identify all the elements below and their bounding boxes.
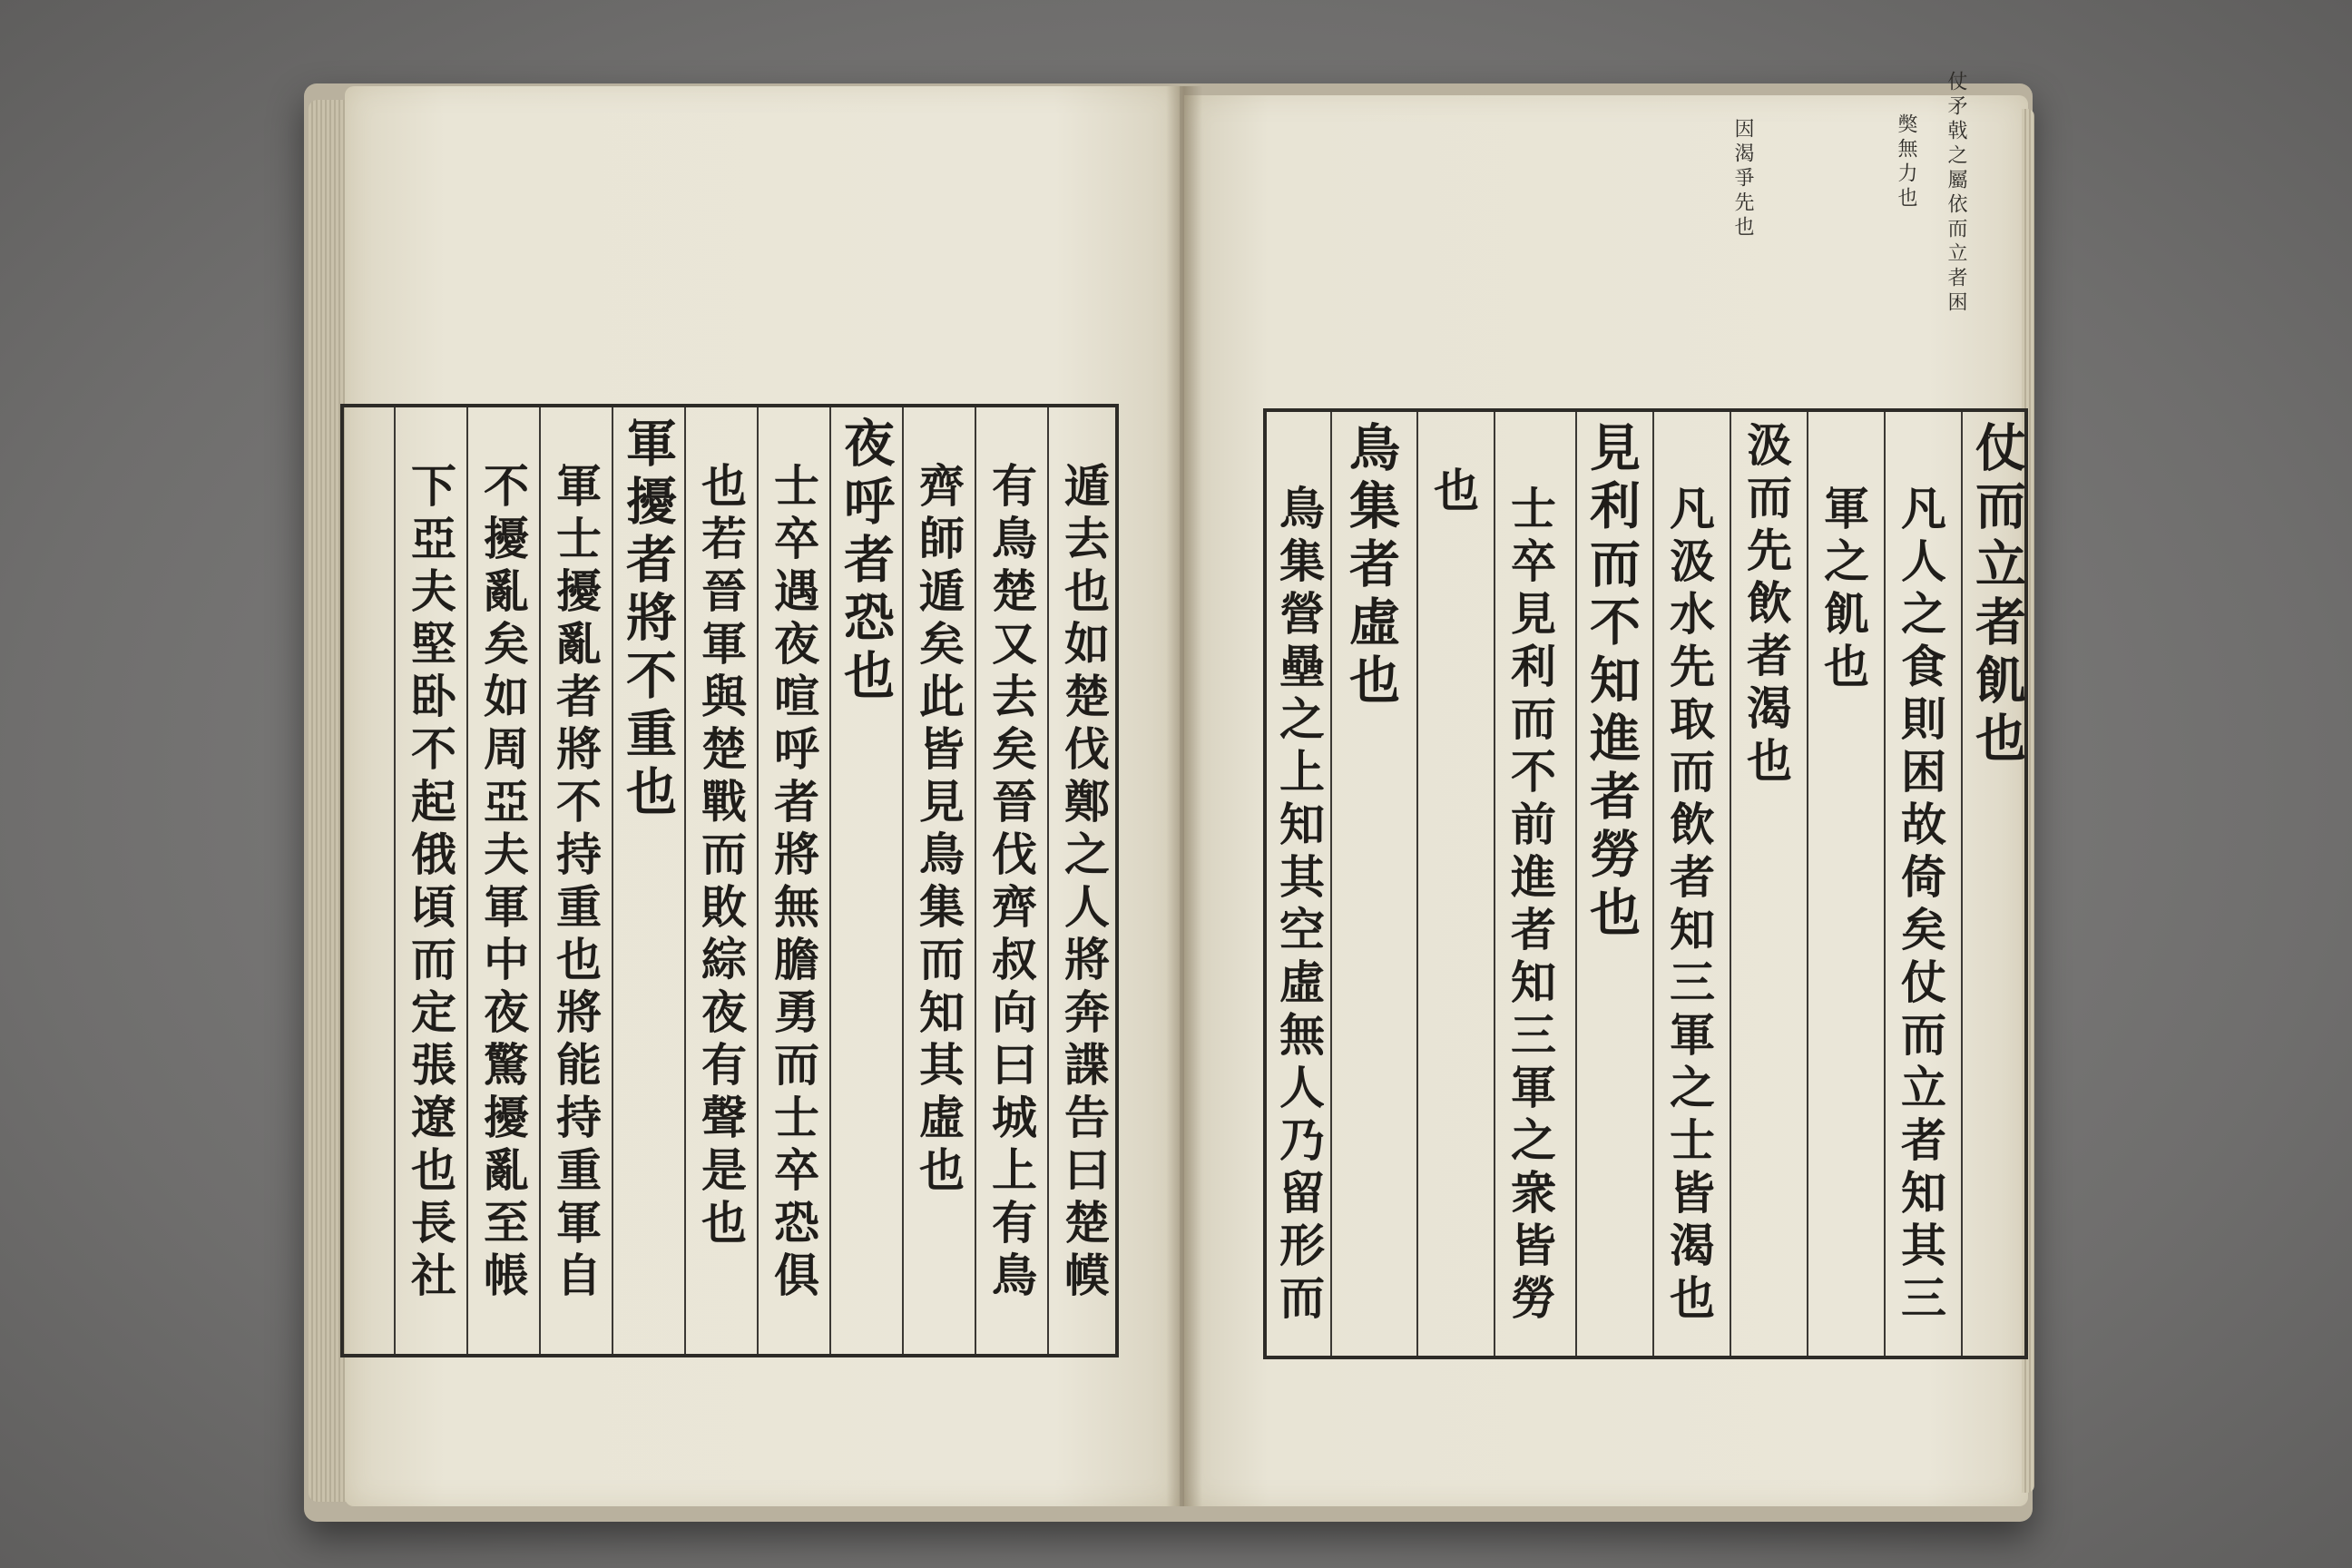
column-rule: [902, 407, 904, 1354]
text-column: 士卒遇夜喧呼者將無膽勇而士卒恐俱: [767, 462, 820, 1304]
text-column: 汲而先飲者渴也: [1740, 421, 1793, 789]
column-rule: [1575, 412, 1577, 1356]
text-column: 仗而立者飢也: [1967, 421, 2027, 769]
margin-note: 獘無力也: [1895, 113, 1917, 211]
text-column: 凡人之食則困故倚矣仗而立者知其三: [1894, 485, 1947, 1327]
text-column: 見利而不知進者勞也: [1582, 421, 1642, 944]
column-rule: [975, 407, 976, 1354]
text-column: 遁去也如楚伐鄭之人將奔諜告曰楚幙: [1057, 462, 1111, 1304]
column-rule: [1047, 407, 1049, 1354]
column-rule: [1494, 412, 1495, 1356]
text-column: 有鳥楚又去矣晉伐齊叔向曰城上有鳥: [985, 462, 1038, 1304]
text-column: 齊師遁矣此皆見鳥集而知其虛也: [912, 462, 965, 1199]
column-rule: [394, 407, 396, 1354]
column-rule: [539, 407, 541, 1354]
column-rule: [684, 407, 686, 1354]
text-frame-right: [1263, 408, 2028, 1359]
text-column: 軍士擾亂者將不持重也將能持重軍自: [549, 462, 603, 1304]
column-rule: [1961, 412, 1963, 1356]
text-column: 軍之飢也: [1817, 485, 1870, 695]
column-rule: [1330, 412, 1332, 1356]
text-column: 鳥集營壘之上知其空虛無人乃留形而: [1272, 485, 1326, 1327]
text-column: 下亞夫堅卧不起俄頃而定張遼也長社: [404, 462, 457, 1304]
text-column: 夜呼者恐也: [836, 416, 896, 707]
column-rule: [1416, 412, 1418, 1356]
margin-note: 仗矛戟之屬依而立者困: [1945, 71, 1967, 316]
column-rule: [1730, 412, 1731, 1356]
text-column: 鳥集者虛也: [1341, 421, 1401, 711]
column-rule: [757, 407, 759, 1354]
text-column: 不擾亂矣如周亞夫軍中夜驚擾亂至帳: [476, 462, 530, 1304]
text-column: 也: [1426, 466, 1480, 519]
text-column: 也若晉軍與楚戰而敗綜夜有聲是也: [694, 462, 748, 1251]
margin-note: 因渴爭先也: [1731, 118, 1754, 240]
column-rule: [829, 407, 831, 1354]
column-rule: [466, 407, 468, 1354]
column-rule: [612, 407, 613, 1354]
text-column: 士卒見利而不前進者知三軍之衆皆勞: [1504, 485, 1557, 1327]
text-column: 凡汲水先取而飲者知三軍之士皆渴也: [1662, 485, 1716, 1327]
book-gutter: [1166, 86, 1202, 1506]
column-rule: [1652, 412, 1654, 1356]
text-frame-left: [340, 404, 1119, 1357]
text-column: 軍擾者將不重也: [618, 416, 678, 823]
column-rule: [1807, 412, 1808, 1356]
column-rule: [1884, 412, 1886, 1356]
